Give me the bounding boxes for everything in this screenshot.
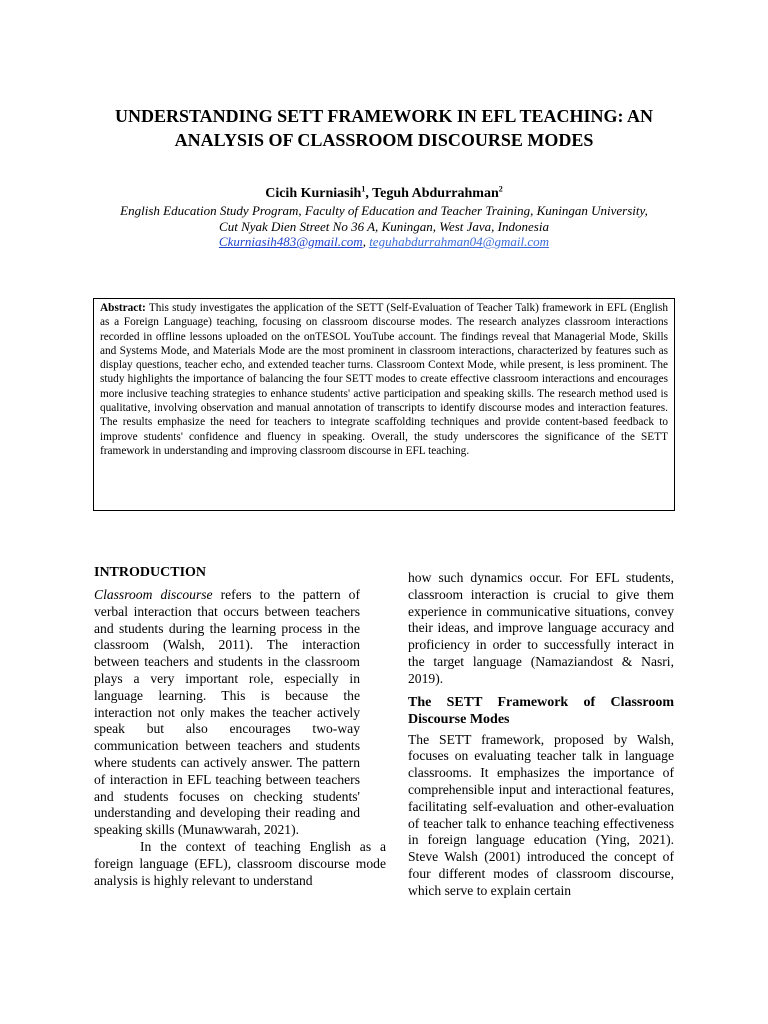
- sett-framework-heading: The SETT Framework of Classroom Discourse Modes: [408, 694, 674, 727]
- email-link-1[interactable]: Ckurniasih483@gmail.com: [218, 234, 363, 249]
- author-1-affiliation-mark: 1: [361, 184, 366, 194]
- introduction-heading: INTRODUCTION: [94, 565, 207, 580]
- author-2-affiliation-mark: 2: [498, 184, 503, 194]
- affiliation-line-1: English Education Study Program, Faculty of Education and Teacher Training, Kuningan University,: [120, 203, 648, 218]
- email-line: [60, 234, 708, 250]
- email-separator: ,: [362, 234, 370, 249]
- abstract-label: Abstract:: [100, 302, 146, 314]
- author-separator: ,: [365, 186, 373, 201]
- introduction-paragraph-1: [94, 587, 360, 839]
- term-classroom-discourse: Classroom discourse: [94, 587, 213, 602]
- author-1-name: Cicih Kurniasih: [265, 186, 362, 201]
- introduction-paragraph-1-text: refers to the pattern of verbal interaction that occurs between teachers and students during the learning process in the classroom (Walsh, 2011). The interaction between teachers and students in the classroom plays a very important role, especially in language learning. This is because the interaction not only makes the teacher actively speak but also encourages two-way communication between teachers and students where students can actively answer. The pattern of interaction in EFL teaching between teachers and students focuses on checking students' understanding and developing their reading and speaking skills (Munawwarah, 2021).: [94, 587, 360, 838]
- left-column: [94, 564, 386, 889]
- right-column: [408, 570, 674, 900]
- paper-title: UNDERSTANDING SETT FRAMEWORK IN EFL TEACHING: AN ANALYSIS OF CLASSROOM DISCOURSE MODES: [114, 106, 654, 150]
- right-column-paragraph-1: how such dynamics occur. For EFL students, classroom interaction is crucial to give them experience in communicative situations, convey their ideas, and improve language accuracy and proficiency in order to successfully interact in the target language (Namaziandost & Nasri, 2019).: [408, 570, 674, 686]
- author-2-name: Teguh Abdurrahman: [372, 186, 499, 201]
- author-line: [60, 185, 708, 203]
- affiliation: [60, 203, 708, 235]
- abstract-text: This study investigates the application of the SETT (Self-Evaluation of Teacher Talk) framework in EFL (English as a Foreign Language) teaching, focusing on classroom discourse modes. The research analyzes classroom interactions recorded in offline lessons uploaded on the onTESOL YouTube account. The findings reveal that Managerial Mode, Skills and Systems Mode, and Materials Mode are the most prominent in classroom interactions, characterized by features such as display questions, teacher echo, and extended teacher turns. Classroom Context Mode, while present, is less prominent. The study highlights the importance of balancing the four SETT modes to create effective classroom interactions and encourages more inclusive teaching strategies to enhance students' active participation and speaking skills. The research method used is qualitative, involving observation and manual annotation of transcripts to identify discourse modes and interaction features. The results emphasize the need for teachers to integrate scaffolding techniques and provide content-based feedback to improve students' confidence and fluency in speaking. Overall, the study underscores the significance of the SETT framework in understanding and improving classroom discourse in EFL teaching.: [100, 302, 668, 457]
- affiliation-line-2: Cut Nyak Dien Street No 36 A, Kuningan, West Java, Indonesia: [219, 219, 549, 234]
- email-link-2[interactable]: teguhabdurrahman04@gmail.com: [369, 234, 550, 249]
- abstract-box: [93, 298, 675, 511]
- right-column-paragraph-2: The SETT framework, proposed by Walsh, focuses on evaluating teacher talk in language classrooms. It emphasizes the importance of comprehensible input and interactional features, facilitating self-evaluation and other-evaluation of teacher talk to enhance teaching effectiveness in foreign language education (Ying, 2021). Steve Walsh (2001) introduced the concept of four different modes of classroom discourse, which serve to explain certain: [408, 731, 674, 898]
- introduction-paragraph-2: In the context of teaching English as a foreign language (EFL), classroom discourse mode analysis is highly relevant to understand: [94, 838, 386, 888]
